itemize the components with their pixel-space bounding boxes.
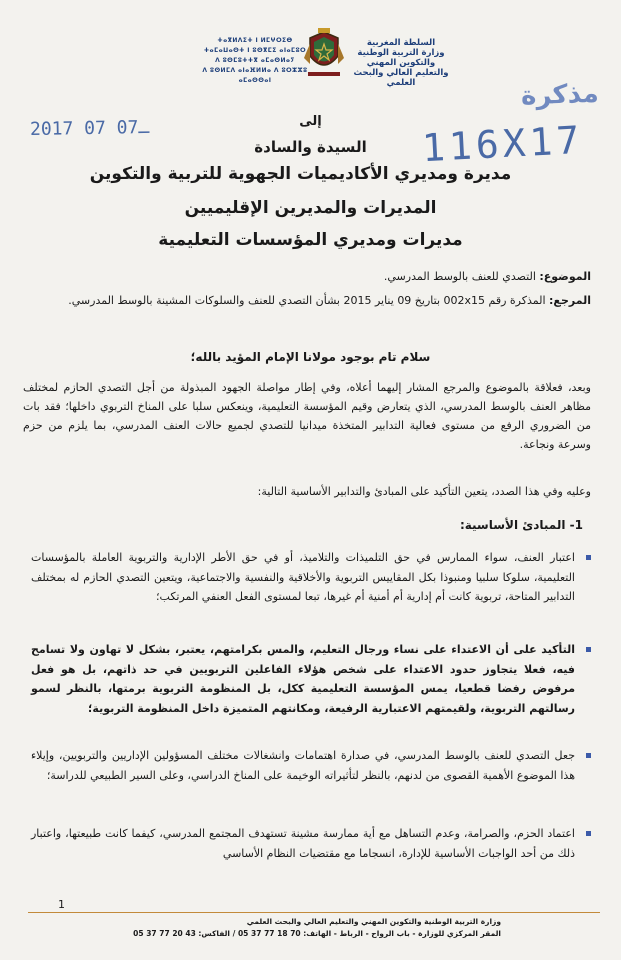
footer-contact: المقر المركزي للوزارة - باب الرواح - الرباط - الهاتف: 70 18 77 37 05 / الفاكس: 43 20 77 37 05 bbox=[133, 929, 501, 938]
reference-line bbox=[21, 294, 591, 307]
greeting: سلام تام بوجود مولانا الإمام المؤيد بالله؛ bbox=[190, 350, 431, 364]
list-item bbox=[31, 548, 591, 640]
reference-label: المرجع: bbox=[549, 294, 591, 307]
addressee-to: إلى bbox=[299, 114, 322, 129]
list-item-text: اعتبار العنف، سواء الممارس في حق التلميذات والتلاميذ، أو في حق الأطر الإدارية والتربوية العاملة بالمؤسسات التعليمية، سلوكا سلبيا ومنبوذا بكل المقاييس التربوية والأخلاقية والنفسية والاجتماعية، ويتعين التصدي الحازم له بمختلف التدابير المتاحة، تربوية كانت أم إدارية أم أمنية أم غيرها، تبعا لمستوى الفعل العنفي المرتكب؛ bbox=[31, 551, 575, 603]
list-item-text: اعتماد الحزم، والصرامة، وعدم التساهل مع أية ممارسة مشينة تستهدف المجتمع المدرسي، كيفما كانت طبيعتها، واعتبار ذلك من أحد الواجبات الأساسية للإدارة، انسجاما مع مقتضيات النظام الأساسي bbox=[31, 827, 575, 860]
header-line: ⵜⴰⴳⵍⴷⵉⵜ ⵏ ⵍⵎⵖⵔⵉⴱ bbox=[217, 37, 293, 44]
header-line: وزارة التربية الوطنية bbox=[357, 48, 445, 58]
section-heading: 1- المبادئ الأساسية: bbox=[459, 518, 583, 532]
intro-paragraph: وبعد، فعلاقة بالموضوع والمرجع المشار إليهما أعلاه، وفي إطار مواصلة الجهود المبذولة من أجل التصدي الحازم لمختلف مظاهر العنف بالوسط المدرسي، الذي يتعارض وقيم المؤسسة التعليمية، وينعكس سلبا على المناخ التربوي داخلها؛ فقد بات من الضروري الرفع من مستوى فعالية التدابير المتخذة ميدانيا للتصدي لجميع حالات العنف المدرسي، بما يلزم من حزم وسرعة ونجاعة. bbox=[23, 381, 591, 451]
list-item-text: جعل التصدي للعنف بالوسط المدرسي، في صدارة اهتمامات وانشغالات مختلف المسؤولين الإداريين والتربويين، وإيلاء هذا الموضوع الأهمية القصوى من لدنهم، بالنظر لتأثيراته الوخيمة على المناخ الدراسي، وعلى السير الطبيعي للدراسة؛ bbox=[31, 749, 575, 782]
ministry-header-arabic bbox=[341, 38, 461, 88]
addressee-honorific: السيدة والسادة bbox=[254, 138, 367, 156]
header-line: السلطة المغربية bbox=[366, 38, 436, 48]
list-item bbox=[31, 824, 591, 884]
header-line: ⵜⴰⵎⴰⵡⴰⵙⵜ ⵏ ⵓⵙⴳⵎⵉ ⴰⵏⴰⵎⵓⵔ bbox=[203, 47, 307, 54]
reference-text: المذكرة رقم 002x15 بتاريخ 09 يناير 2015 بشأن التصدي للعنف والسلوكات المشينة بالوسط المدرسي. bbox=[68, 294, 550, 307]
footer-divider bbox=[28, 912, 600, 913]
header-line: ⴷ ⵓⵙⵍⵎⴷ ⴰⵏⴰⴼⵍⵍⴰ ⴷ ⵓⵔⵣⵣⵓ ⴰⵎⴰⵙⵙⴰⵏ bbox=[202, 67, 308, 84]
bullet-icon bbox=[586, 647, 591, 652]
reference-number-stamp: 116X17 bbox=[420, 117, 585, 171]
transition-paragraph: وعليه وفي هذا الصدد، يتعين التأكيد على المبادئ والتدابير الأساسية التالية: bbox=[257, 485, 591, 498]
date-stamp: 2017 ـ07 07 bbox=[29, 116, 150, 141]
bullet-icon bbox=[586, 831, 591, 836]
memo-stamp: مذكرة bbox=[520, 78, 600, 112]
addressee-line-3: مديرات ومديري المؤسسات التعليمية bbox=[158, 230, 463, 250]
header-line: ⴷ ⵓⵙⵎⵓⵜⵜⴳ ⴰⵎⴰⵙⵍⴰⵢ bbox=[215, 57, 295, 64]
subject-line bbox=[21, 270, 591, 283]
header-line: والتكوين المهني bbox=[366, 58, 436, 68]
subject-text: التصدي للعنف بالوسط المدرسي. bbox=[383, 270, 540, 283]
header-line: والتعليم العالي والبحث العلمي bbox=[353, 68, 449, 88]
subject-label: الموضوع: bbox=[539, 270, 591, 283]
addressee-line-1: مديرة ومديري الأكاديميات الجهوية للتربية والتكوين bbox=[89, 164, 512, 184]
bullet-icon bbox=[586, 753, 591, 758]
addressee-line-2: المديرات والمديرين الإقليميين bbox=[184, 198, 437, 218]
ministry-header-tifinagh bbox=[196, 36, 314, 86]
page-number: 1 bbox=[58, 898, 65, 911]
footer-ministry: وزارة التربية الوطنية والتكوين المهني والتعليم العالي والبحث العلمي bbox=[246, 917, 501, 926]
list-item-text: التأكيد على أن الاعتداء على نساء ورجال التعليم، والمس بكرامتهم، يعتبر، بشكل لا تهاون ولا تسامح فيه، فعلا يتجاوز حدود الاعتداء على شخص هؤلاء الفاعلين التربويين في حد ذاتهم، بل هو فعل مرفوض رفضا قطعيا، يمس المؤسسة التعليمية ككل، بل المنظومة التربوية برمتها، بالنظر لسمو رسالتهم التربوية، ولقيمتهم الاعتبارية الرفيعة، ومكانتهم المتميزة داخل المنظومة التربوية؛ bbox=[31, 643, 575, 715]
list-item bbox=[31, 640, 591, 746]
list-item bbox=[31, 746, 591, 824]
principles-list bbox=[31, 548, 591, 884]
bullet-icon bbox=[586, 555, 591, 560]
